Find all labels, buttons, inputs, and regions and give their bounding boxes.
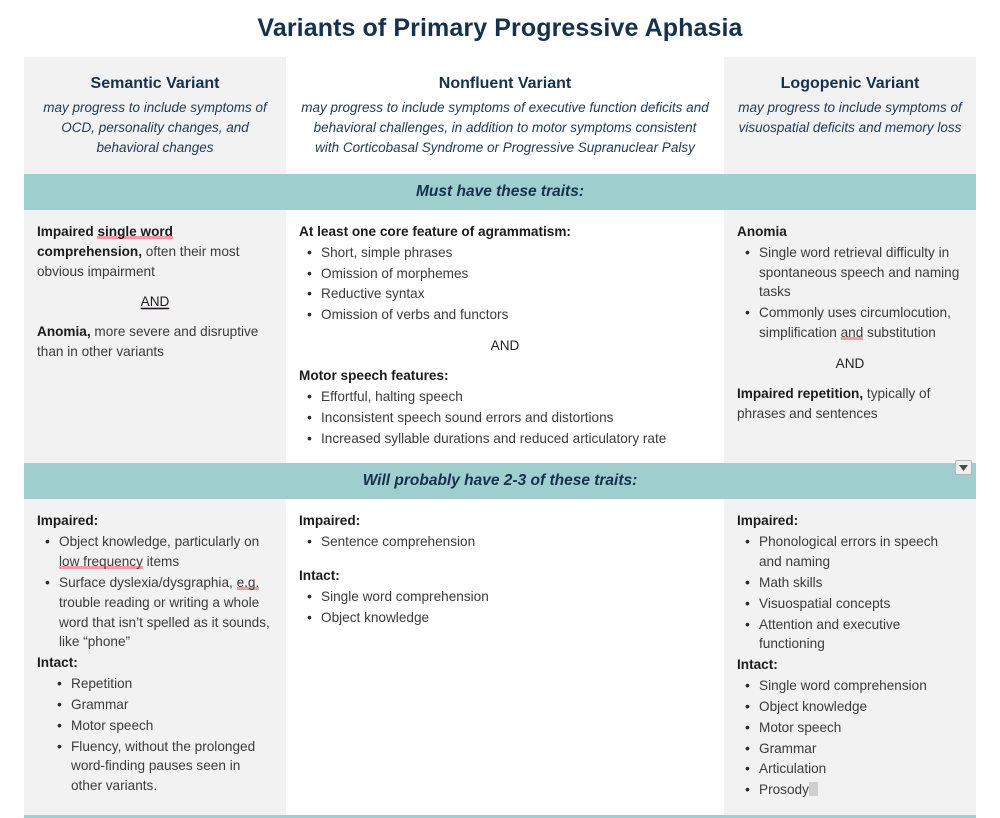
list-item: • Inconsistent speech sound errors and distortions: [321, 408, 711, 428]
must-semantic-paragraph-2: [37, 322, 273, 362]
prob-nonfluent-intact-list: [299, 587, 711, 628]
must-nonfluent-list-2: [299, 387, 711, 449]
page-title: Variants of Primary Progressive Aphasia: [257, 14, 743, 42]
must-semantic-p1-rest: often their most obvious impairment: [37, 243, 240, 279]
probably-have-cell-nonfluent: [286, 499, 724, 815]
prob-logopenic-impaired-list: [737, 532, 963, 654]
probably-have-cell-semantic: [24, 499, 286, 815]
prob-semantic-impaired-list: [37, 532, 273, 652]
column-subtitle-semantic: may progress to include symptoms of OCD, personality changes, and behavioral changes: [43, 100, 267, 155]
list-item: • Repetition: [71, 674, 273, 694]
list-item: • Sentence comprehension: [321, 532, 711, 552]
must-have-row: [24, 210, 976, 463]
prob-semantic-item1-suffix: items: [142, 554, 180, 570]
must-semantic-p1-highlight: single word: [97, 223, 173, 239]
list-item: • Increased syllable durations and reduced articulatory rate: [321, 429, 711, 449]
column-subtitle-nonfluent: may progress to include symptoms of executive function deficits and behavioral challenges, in addition to motor symptoms consistent with Corticobasal Syndrome or Progressive Supranuclear Palsy: [301, 100, 709, 155]
list-item: • Articulation: [759, 759, 963, 779]
list-item: • Omission of morphemes: [321, 264, 711, 284]
column-header-nonfluent: [286, 57, 724, 174]
column-header-semantic: [24, 57, 286, 174]
probably-have-row: [24, 499, 976, 815]
must-have-cell-nonfluent: [286, 210, 724, 463]
table-header-row: [24, 57, 976, 174]
prob-semantic-item2-highlight: e.g.: [236, 574, 260, 590]
prob-logopenic-intact-list: [737, 676, 963, 800]
must-logopenic-item2-prefix: Commonly uses circumlocution, simplification: [759, 305, 951, 341]
must-logopenic-item2-suffix: substitution: [863, 325, 936, 341]
prob-nonfluent-intact-label: Intact:: [299, 568, 340, 584]
list-item: [59, 532, 273, 572]
list-item: • Grammar: [71, 695, 273, 715]
must-nonfluent-list-1: [299, 243, 711, 325]
prob-logopenic-impaired-label: Impaired:: [737, 513, 799, 529]
list-item: • Single word retrieval difficulty in spontaneous speech and naming tasks: [759, 243, 963, 303]
must-semantic-paragraph-1: [37, 222, 273, 282]
prob-logopenic-intact-prosody: Prosody: [759, 782, 809, 798]
list-item: [59, 573, 273, 652]
list-item: • Phonological errors in speech and naming: [759, 532, 963, 572]
must-semantic-connector-text: AND: [140, 294, 170, 310]
prob-semantic-intact-list: [37, 674, 273, 796]
must-nonfluent-heading-2: Motor speech features:: [299, 367, 449, 383]
column-title-logopenic: Logopenic Variant: [780, 75, 920, 92]
list-item: [759, 303, 963, 343]
list-item: [759, 780, 963, 800]
prob-semantic-item1-highlight: low frequency: [59, 554, 143, 570]
prob-semantic-impaired-label: Impaired:: [37, 513, 99, 529]
spacer: [299, 553, 711, 566]
chevron-down-icon-button[interactable]: [955, 460, 972, 475]
must-nonfluent-heading-1: At least one core feature of agrammatism:: [299, 223, 571, 239]
must-logopenic-item2-highlight: and: [840, 325, 864, 341]
must-logopenic-p2-bold: Impaired repetition,: [737, 385, 864, 401]
column-title-nonfluent: Nonfluent Variant: [438, 75, 572, 92]
list-item: • Omission of verbs and functors: [321, 305, 711, 325]
list-item: • Single word comprehension: [759, 676, 963, 696]
prob-semantic-item2-prefix: Surface dyslexia/dysgraphia,: [59, 574, 237, 590]
prob-semantic-item1-prefix: Object knowledge, particularly on: [59, 534, 260, 550]
column-title-semantic: Semantic Variant: [90, 75, 220, 92]
probably-have-cell-logopenic: [724, 499, 976, 815]
must-semantic-connector: [37, 292, 273, 312]
list-item: • Motor speech: [71, 716, 273, 736]
column-subtitle-logopenic: may progress to include symptoms of visuospatial deficits and memory loss: [738, 100, 962, 135]
list-item: • Short, simple phrases: [321, 243, 711, 263]
list-item: • Single word comprehension: [321, 587, 711, 607]
list-item: • Reductive syntax: [321, 284, 711, 304]
must-logopenic-heading-1: Anomia: [737, 223, 787, 239]
must-nonfluent-connector: AND: [490, 338, 520, 354]
must-semantic-p2-bold: Anomia,: [37, 324, 91, 340]
must-semantic-p1-bold-suffix: comprehension,: [37, 243, 142, 259]
prob-semantic-intact-label: Intact:: [37, 655, 78, 671]
must-semantic-p1-bold-prefix: Impaired: [37, 223, 98, 239]
must-logopenic-p2-rest: typically of phrases and sentences: [737, 385, 931, 421]
chevron-down-icon: [959, 465, 968, 471]
prob-logopenic-intact-label: Intact:: [737, 657, 778, 673]
list-item: • Effortful, halting speech: [321, 387, 711, 407]
list-item: • Attention and executive functioning: [759, 615, 963, 655]
must-logopenic-connector: AND: [835, 355, 865, 371]
must-logopenic-list-1: [737, 243, 963, 343]
prob-nonfluent-impaired-list: [299, 532, 711, 552]
variants-table: [24, 57, 976, 818]
section-band-probably-have: Will probably have 2-3 of these traits:: [24, 463, 976, 499]
list-item: • Math skills: [759, 573, 963, 593]
list-item: • Motor speech: [759, 718, 963, 738]
must-logopenic-paragraph-2: [737, 384, 963, 424]
list-item: • Visuospatial concepts: [759, 594, 963, 614]
list-item: • Object knowledge: [759, 697, 963, 717]
text-selection-highlight: [809, 782, 818, 796]
section-band-must-have: Must have these traits:: [24, 174, 976, 210]
must-semantic-p2-rest: more severe and disruptive than in other variants: [37, 324, 259, 360]
must-have-cell-logopenic: [724, 210, 976, 463]
list-item: • Fluency, without the prolonged word-finding pauses seen in other variants.: [71, 737, 273, 797]
list-item: • Grammar: [759, 739, 963, 759]
column-header-logopenic: [724, 57, 976, 174]
must-have-cell-semantic: [24, 210, 286, 463]
prob-semantic-item2-suffix: trouble reading or writing a whole word that isn’t spelled as it sounds, like “phone”: [59, 594, 270, 650]
prob-nonfluent-impaired-label: Impaired:: [299, 513, 361, 529]
list-item: • Object knowledge: [321, 608, 711, 628]
